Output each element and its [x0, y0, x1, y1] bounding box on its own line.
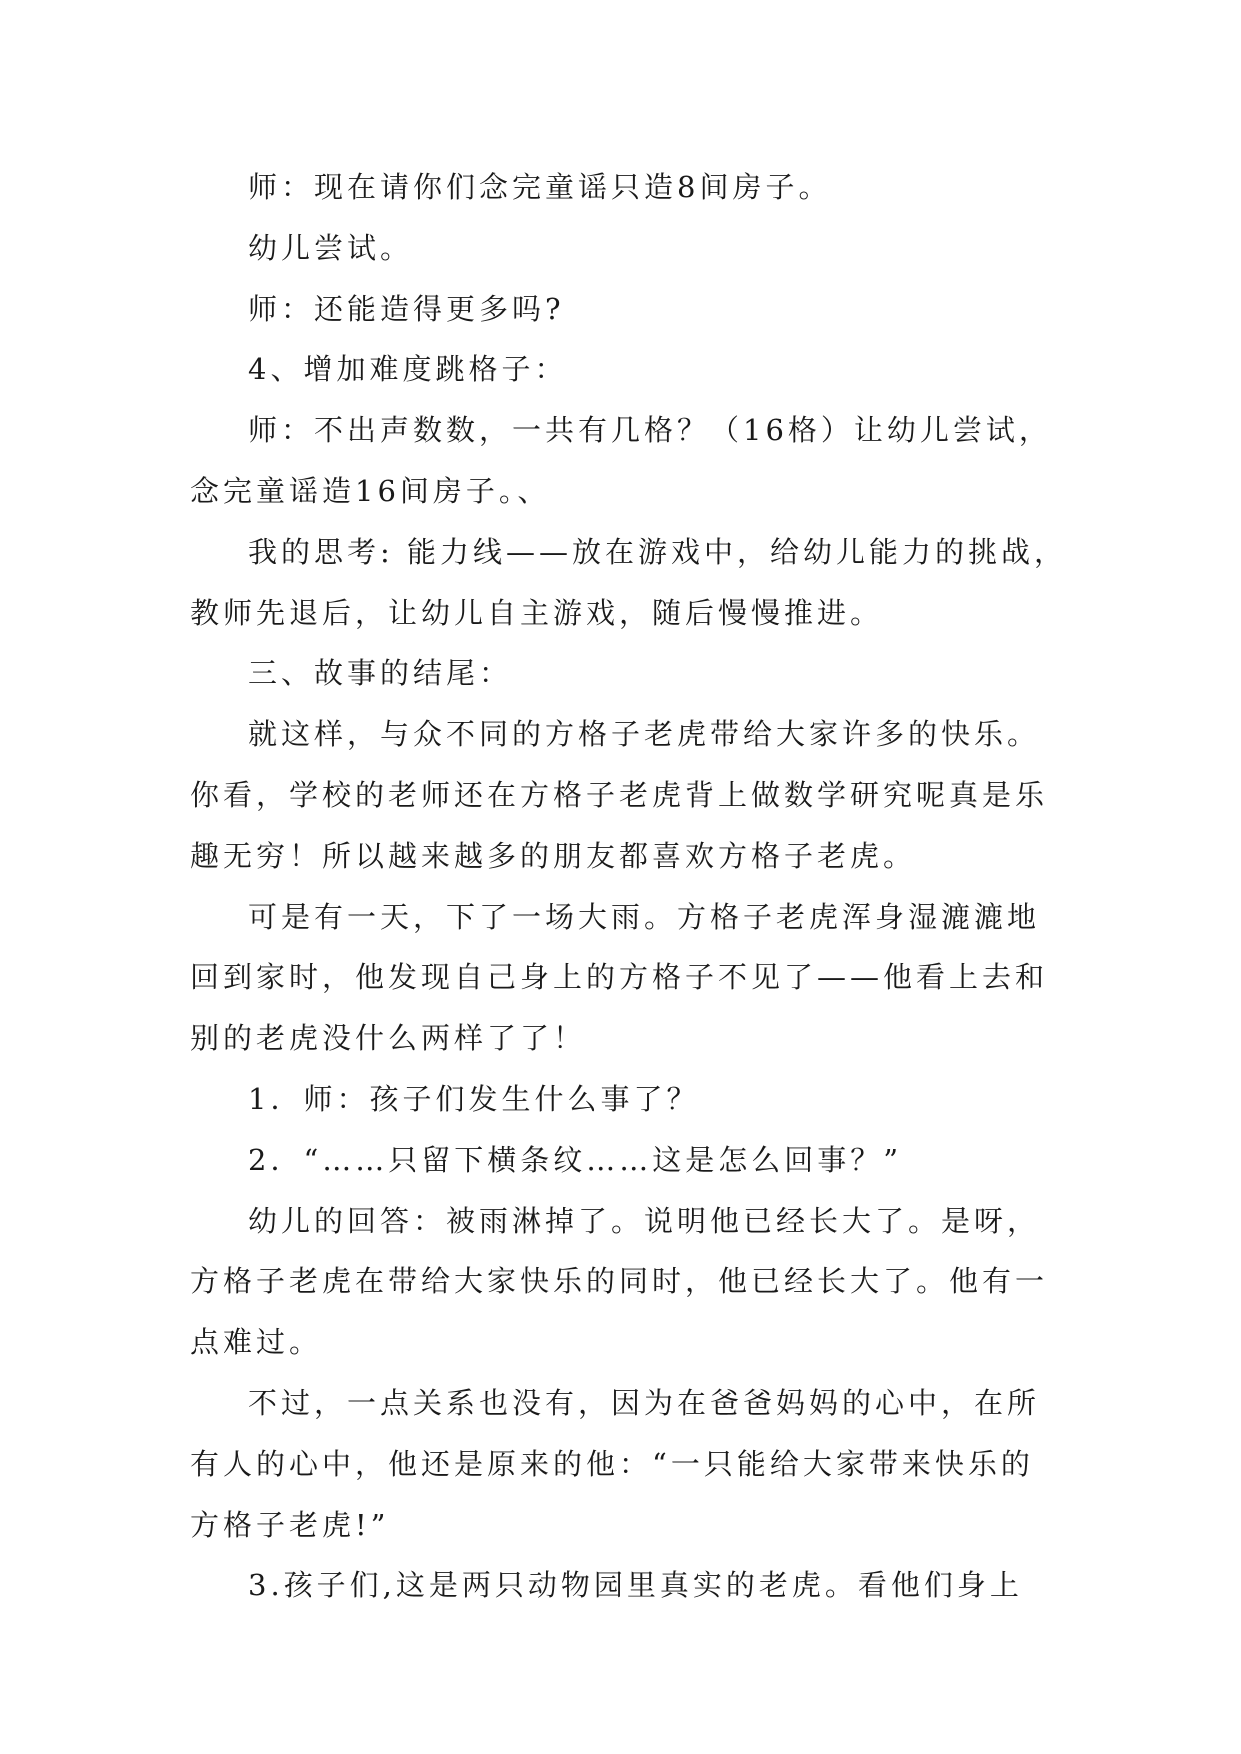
text-line: 师：现在请你们念完童谣只造8间房子。	[248, 170, 832, 204]
text-line: 念完童谣造16间房子。、	[190, 473, 551, 508]
paragraph	[190, 522, 1070, 644]
text-line: 不过，一点关系也没有，因为在爸爸妈妈的心中，在所	[248, 1385, 1041, 1420]
paragraph	[190, 1069, 1070, 1130]
text-line: 2．“……只留下横条纹……这是怎么回事？”	[248, 1142, 903, 1177]
paragraph	[190, 218, 1070, 279]
text-line: 3.孩子们,这是两只动物园里真实的老虎。看他们身上	[248, 1568, 1023, 1603]
text-line: 1．师：孩子们发生什么事了？	[248, 1081, 700, 1116]
text-line: 就这样，与众不同的方格子老虎带给大家许多的快乐。	[248, 717, 1041, 752]
text-line: 我的思考: 能力线——放在游戏中，给幼儿能力的挑战，	[248, 534, 1067, 569]
text-line: 有人的心中，他还是原来的他：“一只能给大家带来快乐的	[190, 1446, 1034, 1481]
paragraph	[190, 400, 1070, 522]
text-line: 别的老虎没什么两样了了！	[190, 1021, 587, 1056]
text-line: 幼儿的回答：被雨淋掉了。说明他已经长大了。是呀，	[248, 1203, 1041, 1238]
paragraph	[190, 1130, 1070, 1191]
text-line: 幼儿尝试。	[248, 230, 414, 265]
paragraph	[190, 1191, 1070, 1373]
text-line: 教师先退后，让幼儿自主游戏，随后慢慢推进。	[190, 595, 884, 630]
text-line: 师：还能造得更多吗?	[248, 291, 565, 326]
text-line: 方格子老虎!”	[190, 1507, 390, 1542]
paragraph	[190, 1555, 1070, 1616]
text-line: 方格子老虎在带给大家快乐的同时，他已经长大了。他有一	[190, 1264, 1049, 1299]
text-line: 4、增加难度跳格子：	[248, 352, 568, 387]
paragraph	[190, 887, 1070, 1069]
text-line: 师：不出声数数，一共有几格？（16格）让幼儿尝试，	[248, 413, 1052, 448]
text-line: 点难过。	[190, 1325, 323, 1360]
document-body	[190, 157, 1070, 1616]
text-line: 回到家时，他发现自己身上的方格子不见了——他看上去和	[190, 960, 1049, 995]
paragraph	[190, 704, 1070, 886]
paragraph	[190, 1373, 1070, 1555]
paragraph	[190, 157, 1070, 218]
text-line: 三、故事的结尾：	[248, 656, 513, 691]
paragraph	[190, 339, 1070, 400]
paragraph	[190, 279, 1070, 340]
text-line: 可是有一天，下了一场大雨。方格子老虎浑身湿漉漉地	[248, 899, 1041, 934]
text-line: 趣无穷！所以越来越多的朋友都喜欢方格子老虎。	[190, 838, 917, 873]
paragraph	[190, 643, 1070, 704]
text-line: 你看，学校的老师还在方格子老虎背上做数学研究呢真是乐	[190, 777, 1049, 812]
